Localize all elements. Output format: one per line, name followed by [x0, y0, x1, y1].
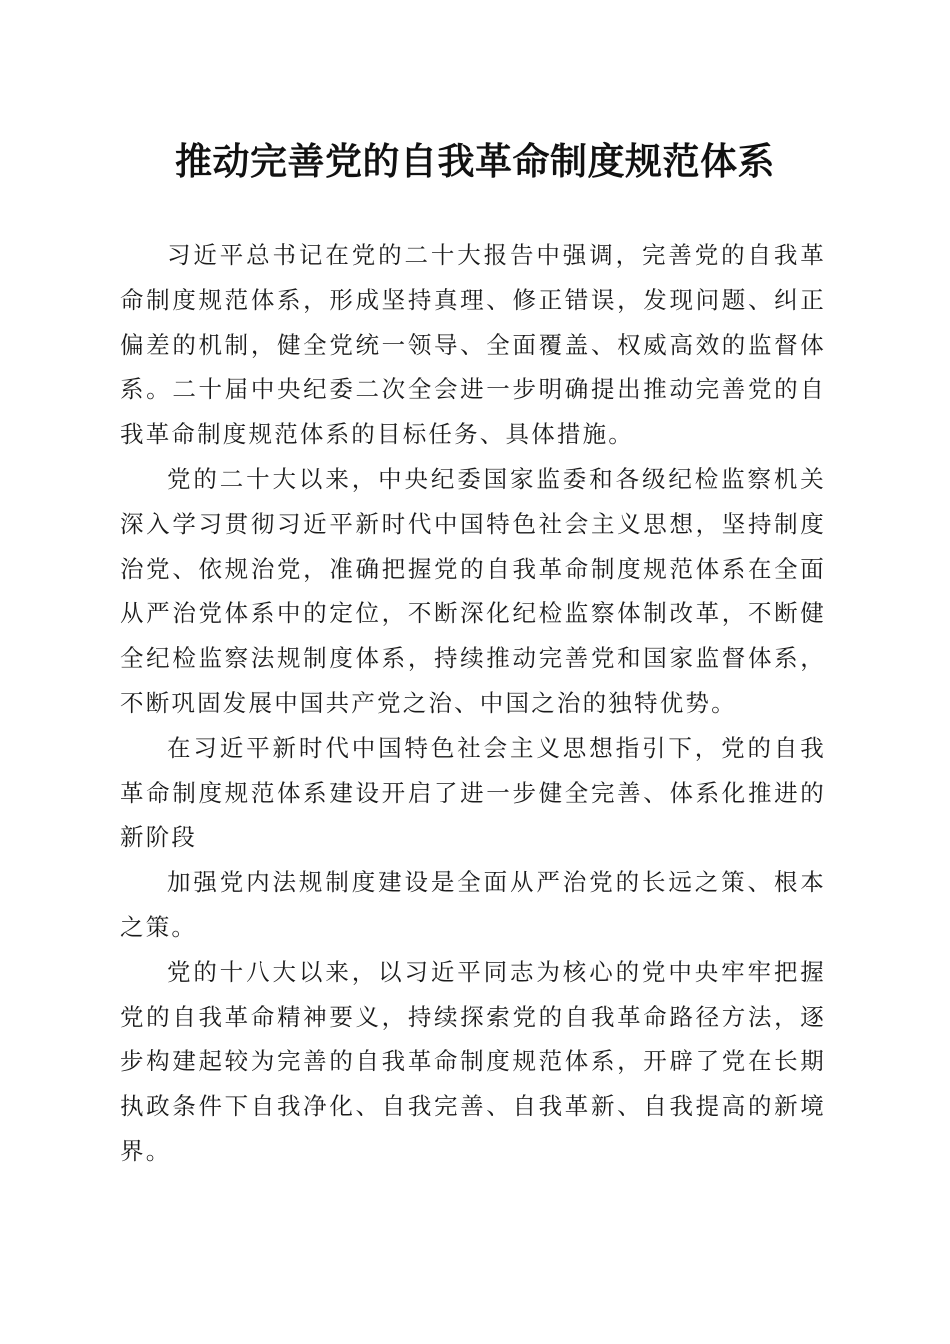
- document-body: [120, 233, 826, 1174]
- paragraph-3: 在习近平新时代中国特色社会主义思想指引下，党的自我革命制度规范体系建设开启了进一步健全完善、体系化推进的新阶段: [120, 733, 826, 852]
- paragraph-5: 党的十八大以来，以习近平同志为核心的党中央牢牢把握党的自我革命精神要义，持续探索党的自我革命路径方法，逐步构建起较为完善的自我革命制度规范体系，开辟了党在长期执政条件下自我净化、自我完善、自我革新、自我提高的新境界。: [120, 957, 826, 1165]
- paragraph-2: 党的二十大以来，中央纪委国家监委和各级纪检监察机关深入学习贯彻习近平新时代中国特色社会主义思想，坚持制度治党、依规治党，准确把握党的自我革命制度规范体系在全面从严治党体系中的定位，不断深化纪检监察体制改革，不断健全纪检监察法规制度体系，持续推动完善党和国家监督体系，不断巩固发展中国共产党之治、中国之治的独特优势。: [120, 464, 826, 717]
- paragraph-1: 习近平总书记在党的二十大报告中强调，完善党的自我革命制度规范体系，形成坚持真理、修正错误，发现问题、纠正偏差的机制，健全党统一领导、全面覆盖、权威高效的监督体系。二十届中央纪委二次全会进一步明确提出推动完善党的自我革命制度规范体系的目标任务、具体措施。: [120, 241, 826, 449]
- document-title: 推动完善党的自我革命制度规范体系: [175, 139, 775, 183]
- paragraph-4: 加强党内法规制度建设是全面从严治党的长远之策、根本之策。: [120, 868, 826, 941]
